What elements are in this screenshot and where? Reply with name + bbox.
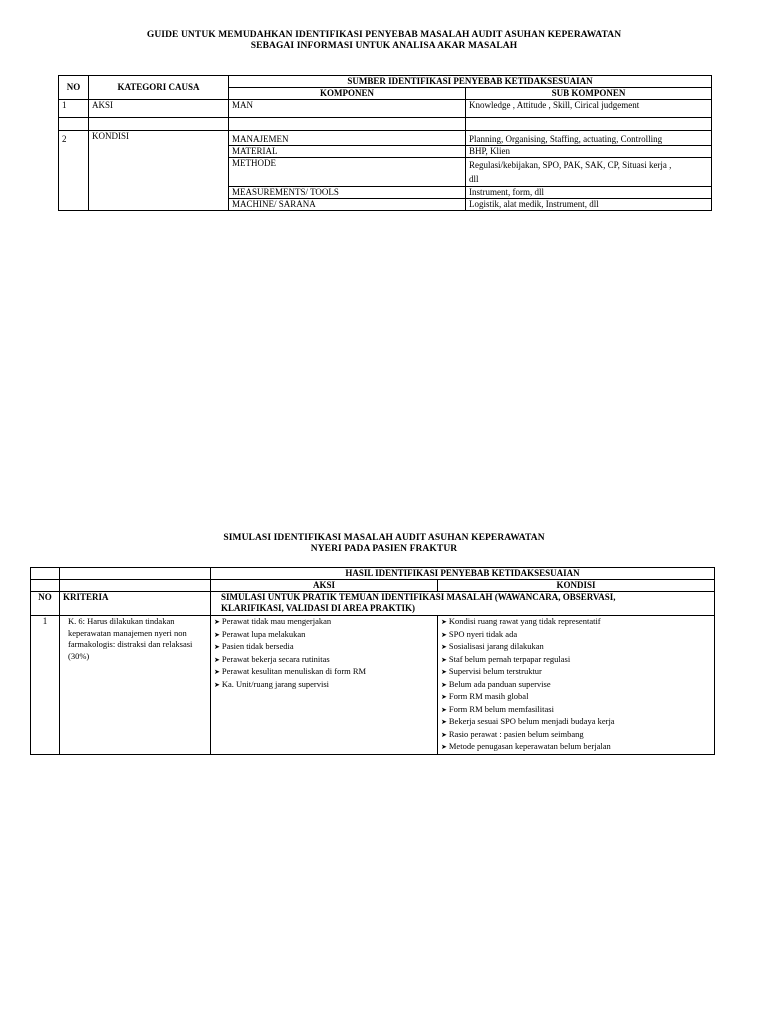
- list-item-text: Rasio perawat : pasien belum seimbang: [448, 728, 584, 739]
- arrow-bullet-icon: ➤: [214, 668, 220, 676]
- list-item-text: Form RM belum memfasilitasi: [448, 703, 554, 714]
- list-item-text: Perawat tidak mau mengerjakan: [221, 616, 332, 626]
- list-item: [441, 704, 711, 717]
- list-item-text: Belum ada panduan supervise: [448, 678, 551, 689]
- header-kriteria: KRITERIA: [60, 592, 211, 616]
- arrow-bullet-icon: ➤: [441, 618, 447, 626]
- list-item: [441, 679, 711, 692]
- table-row-empty: [59, 118, 712, 131]
- arrow-bullet-icon: ➤: [441, 630, 447, 639]
- header-simulasi: [211, 592, 715, 616]
- arrow-bullet-icon: ➤: [214, 643, 220, 651]
- cell-aksi: [211, 616, 438, 755]
- list-item: [214, 629, 434, 642]
- header-kondisi: KONDISI: [438, 580, 715, 592]
- arrow-bullet-icon: ➤: [214, 630, 220, 639]
- list-item-text: Metode penugasan keperawatan belum berjalan: [448, 741, 611, 751]
- header-komponen: KOMPONEN: [229, 88, 466, 100]
- cell-komponen: MACHINE/ SARANA: [229, 199, 466, 211]
- table-row: [59, 100, 712, 118]
- cell-sub-line1: Regulasi/kebijakan, SPO, PAK, SAK, CP, Situasi kerja ,: [469, 160, 672, 170]
- table-row: [59, 131, 712, 146]
- cell-sub-line2: dll: [469, 174, 479, 184]
- arrow-bullet-icon: ➤: [441, 705, 447, 714]
- kondisi-list: [441, 616, 711, 754]
- cell-no: 1: [31, 616, 60, 755]
- cell-sub: Planning, Organising, Staffing, actuating, Controlling: [466, 131, 712, 146]
- arrow-bullet-icon: ➤: [214, 618, 220, 626]
- cell-komponen: MATERIAL: [229, 146, 466, 158]
- cell-kategori: KONDISI: [89, 131, 229, 211]
- header-hasil: HASIL IDENTIFIKASI PENYEBAB KETIDAKSESUAIAN: [211, 568, 715, 580]
- list-item-text: Perawat bekerja secara rutinitas: [221, 653, 330, 664]
- arrow-bullet-icon: ➤: [441, 680, 447, 689]
- list-item-text: Supervisi belum terstruktur: [448, 666, 542, 676]
- list-item-text: Form RM masih global: [448, 691, 529, 701]
- cell-sub: [466, 158, 712, 187]
- arrow-bullet-icon: ➤: [441, 643, 447, 651]
- cell-sub: Instrument, form, dll: [466, 187, 712, 199]
- list-item: [441, 641, 711, 654]
- list-item: [441, 691, 711, 704]
- table-row: [31, 616, 715, 755]
- list-item-text: Staf belum pernah terpapar regulasi: [448, 653, 571, 664]
- header-aksi: AKSI: [211, 580, 438, 592]
- list-item: [214, 641, 434, 654]
- cell-komponen: MAN: [229, 100, 466, 118]
- list-item: [441, 741, 711, 754]
- list-item-text: Pasien tidak bersedia: [221, 641, 294, 651]
- aksi-list: [214, 616, 434, 691]
- guide-table: [58, 75, 712, 211]
- cell-sub: Knowledge , Attitude , Skill, Cirical judgement: [466, 100, 712, 118]
- arrow-bullet-icon: ➤: [214, 680, 220, 689]
- list-item: [214, 679, 434, 692]
- list-item: [441, 729, 711, 742]
- header-no: NO: [31, 592, 60, 616]
- list-item: [441, 654, 711, 667]
- list-item: [214, 654, 434, 667]
- list-item: [441, 716, 711, 729]
- list-item-text: SPO nyeri tidak ada: [448, 628, 518, 639]
- arrow-bullet-icon: ➤: [441, 730, 447, 739]
- simulasi-title-line1: SIMULASI IDENTIFIKASI MASALAH AUDIT ASUHAN KEPERAWATAN: [223, 533, 545, 543]
- header-sub-komponen: SUB KOMPONEN: [466, 88, 712, 100]
- arrow-bullet-icon: ➤: [441, 718, 447, 726]
- list-item: [441, 616, 711, 629]
- arrow-bullet-icon: ➤: [441, 668, 447, 676]
- list-item: [214, 666, 434, 679]
- arrow-bullet-icon: ➤: [441, 693, 447, 701]
- list-item-text: Ka. Unit/ruang jarang supervisi: [221, 678, 330, 689]
- cell-kondisi: [438, 616, 715, 755]
- cell-komponen: MANAJEMEN: [229, 131, 466, 146]
- cell-no: 1: [59, 100, 89, 118]
- cell-sub: Logistik, alat medik, Instrument, dll: [466, 199, 712, 211]
- list-item: [214, 616, 434, 629]
- header-simulasi-line2: KLARIFIKASI, VALIDASI DI AREA PRAKTIK): [221, 603, 415, 613]
- cell-kategori: AKSI: [89, 100, 229, 118]
- list-item-text: Perawat lupa melakukan: [221, 628, 306, 639]
- header-no: NO: [59, 76, 89, 100]
- header-simulasi-line1: SIMULASI UNTUK PRATIK TEMUAN IDENTIFIKASI MASALAH (WAWANCARA, OBSERVASI,: [221, 592, 616, 602]
- cell-komponen: MEASUREMENTS/ TOOLS: [229, 187, 466, 199]
- arrow-bullet-icon: ➤: [441, 655, 447, 664]
- list-item: [441, 666, 711, 679]
- simulasi-table: [30, 567, 715, 755]
- cell-no: 2: [59, 131, 89, 211]
- cell-sub: BHP, Klien: [466, 146, 712, 158]
- arrow-bullet-icon: ➤: [441, 743, 447, 751]
- cell-komponen: METHODE: [229, 158, 466, 187]
- guide-title-line2: SEBAGAI INFORMASI UNTUK ANALISA AKAR MASALAH: [250, 41, 518, 51]
- cell-kriteria: K. 6: Harus dilakukan tindakan keperawatan manajemen nyeri non farmakologis: distraksi dan relaksasi (30%): [60, 616, 211, 755]
- list-item-text: Kondisi ruang rawat yang tidak representatif: [448, 616, 601, 626]
- guide-title-line1: GUIDE UNTUK MEMUDAHKAN IDENTIFIKASI PENYEBAB MASALAH AUDIT ASUHAN KEPERAWATAN: [146, 30, 622, 40]
- arrow-bullet-icon: ➤: [214, 655, 220, 664]
- simulasi-title-line2: NYERI PADA PASIEN FRAKTUR: [310, 544, 458, 554]
- list-item-text: Perawat kesulitan menuliskan di form RM: [221, 666, 367, 676]
- list-item: [441, 629, 711, 642]
- list-item-text: Bekerja sesuai SPO belum menjadi budaya kerja: [448, 716, 615, 726]
- list-item-text: Sosialisasi jarang dilakukan: [448, 641, 544, 651]
- header-sumber: SUMBER IDENTIFIKASI PENYEBAB KETIDAKSESUAIAN: [229, 76, 712, 88]
- header-kategori: KATEGORI CAUSA: [89, 76, 229, 100]
